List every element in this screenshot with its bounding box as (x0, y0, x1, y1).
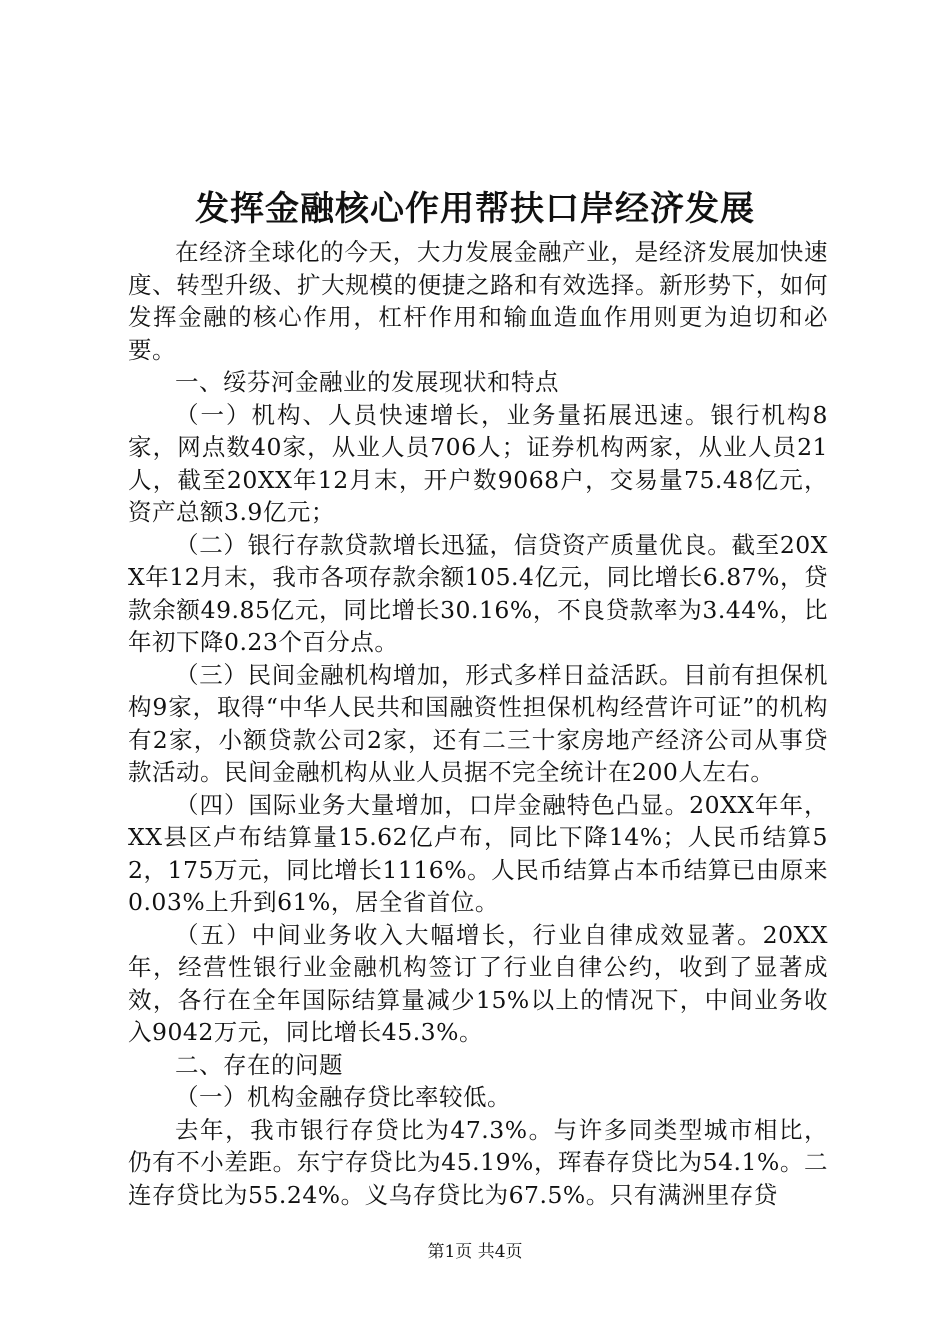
section-heading-2: 二、存在的问题 (175, 1050, 343, 1079)
paragraph-deposits-loans: （二）银行存款贷款增长迅猛，信贷资产质量优良。截至20XX年12月末，我市各项存款余额105.4亿元，同比增长6.87%，贷款余额49.85亿元，同比增长30.16%，不良贷款率为3.44%，比年初下降0.23个百分点。 (128, 530, 828, 656)
paragraph-private-finance: （三）民间金融机构增加，形式多样日益活跃。目前有担保机构9家，取得“中华人民共和国融资性担保机构经营许可证”的机构有2家，小额贷款公司2家，还有二三十家房地产经济公司从事贷款活动。民间金融机构从业人员据不完全统计在200人左右。 (128, 660, 828, 786)
page-title: 发挥金融核心作用帮扶口岸经济发展 (195, 189, 755, 229)
intro-paragraph: 在经济全球化的今天，大力发展金融产业，是经济发展加快速度、转型升级、扩大规模的便捷之路和有效选择。新形势下，如何发挥金融的核心作用，杠杆作用和输血造血作用则更为迫切和必要。 (128, 238, 828, 364)
paragraph-loan-ratio: 去年，我市银行存贷比为47.3%。与许多同类型城市相比，仍有不小差距。东宁存贷比为45.19%，珲春存贷比为54.1%。二连存贷比为55.24%。义乌存贷比为67.5%。只有满洲里存贷 (128, 1115, 828, 1209)
paragraph-intermediate-business: （五）中间业务收入大幅增长，行业自律成效显著。20XX年，经营性银行业金融机构签订了行业自律公约，收到了显著成效，各行在全年国际结算量减少15%以上的情况下，中间业务收入9042万元，同比增长45.3%。 (128, 920, 828, 1046)
section-heading-1: 一、绥芬河金融业的发展现状和特点 (175, 368, 559, 396)
paragraph-institutions: （一）机构、人员快速增长，业务量拓展迅速。银行机构8家，网点数40家，从业人员706人；证券机构两家，从业人员21人，截至20XX年12月末，开户数9068户，交易量75.48亿元，资产总额3.9亿元； (128, 400, 828, 526)
sub-heading-1: （一）机构金融存贷比率较低。 (175, 1083, 511, 1111)
document-body (128, 236, 828, 1211)
page-footer: 第1页 共4页 (427, 1242, 523, 1262)
paragraph-international-business: （四）国际业务大量增加，口岸金融特色凸显。20XX年年，XX县区卢布结算量15.62亿卢布，同比下降14%；人民币结算52，175万元，同比增长1116%。人民币结算占本币结算已由原来0.03%上升到61%，居全省首位。 (128, 790, 828, 916)
